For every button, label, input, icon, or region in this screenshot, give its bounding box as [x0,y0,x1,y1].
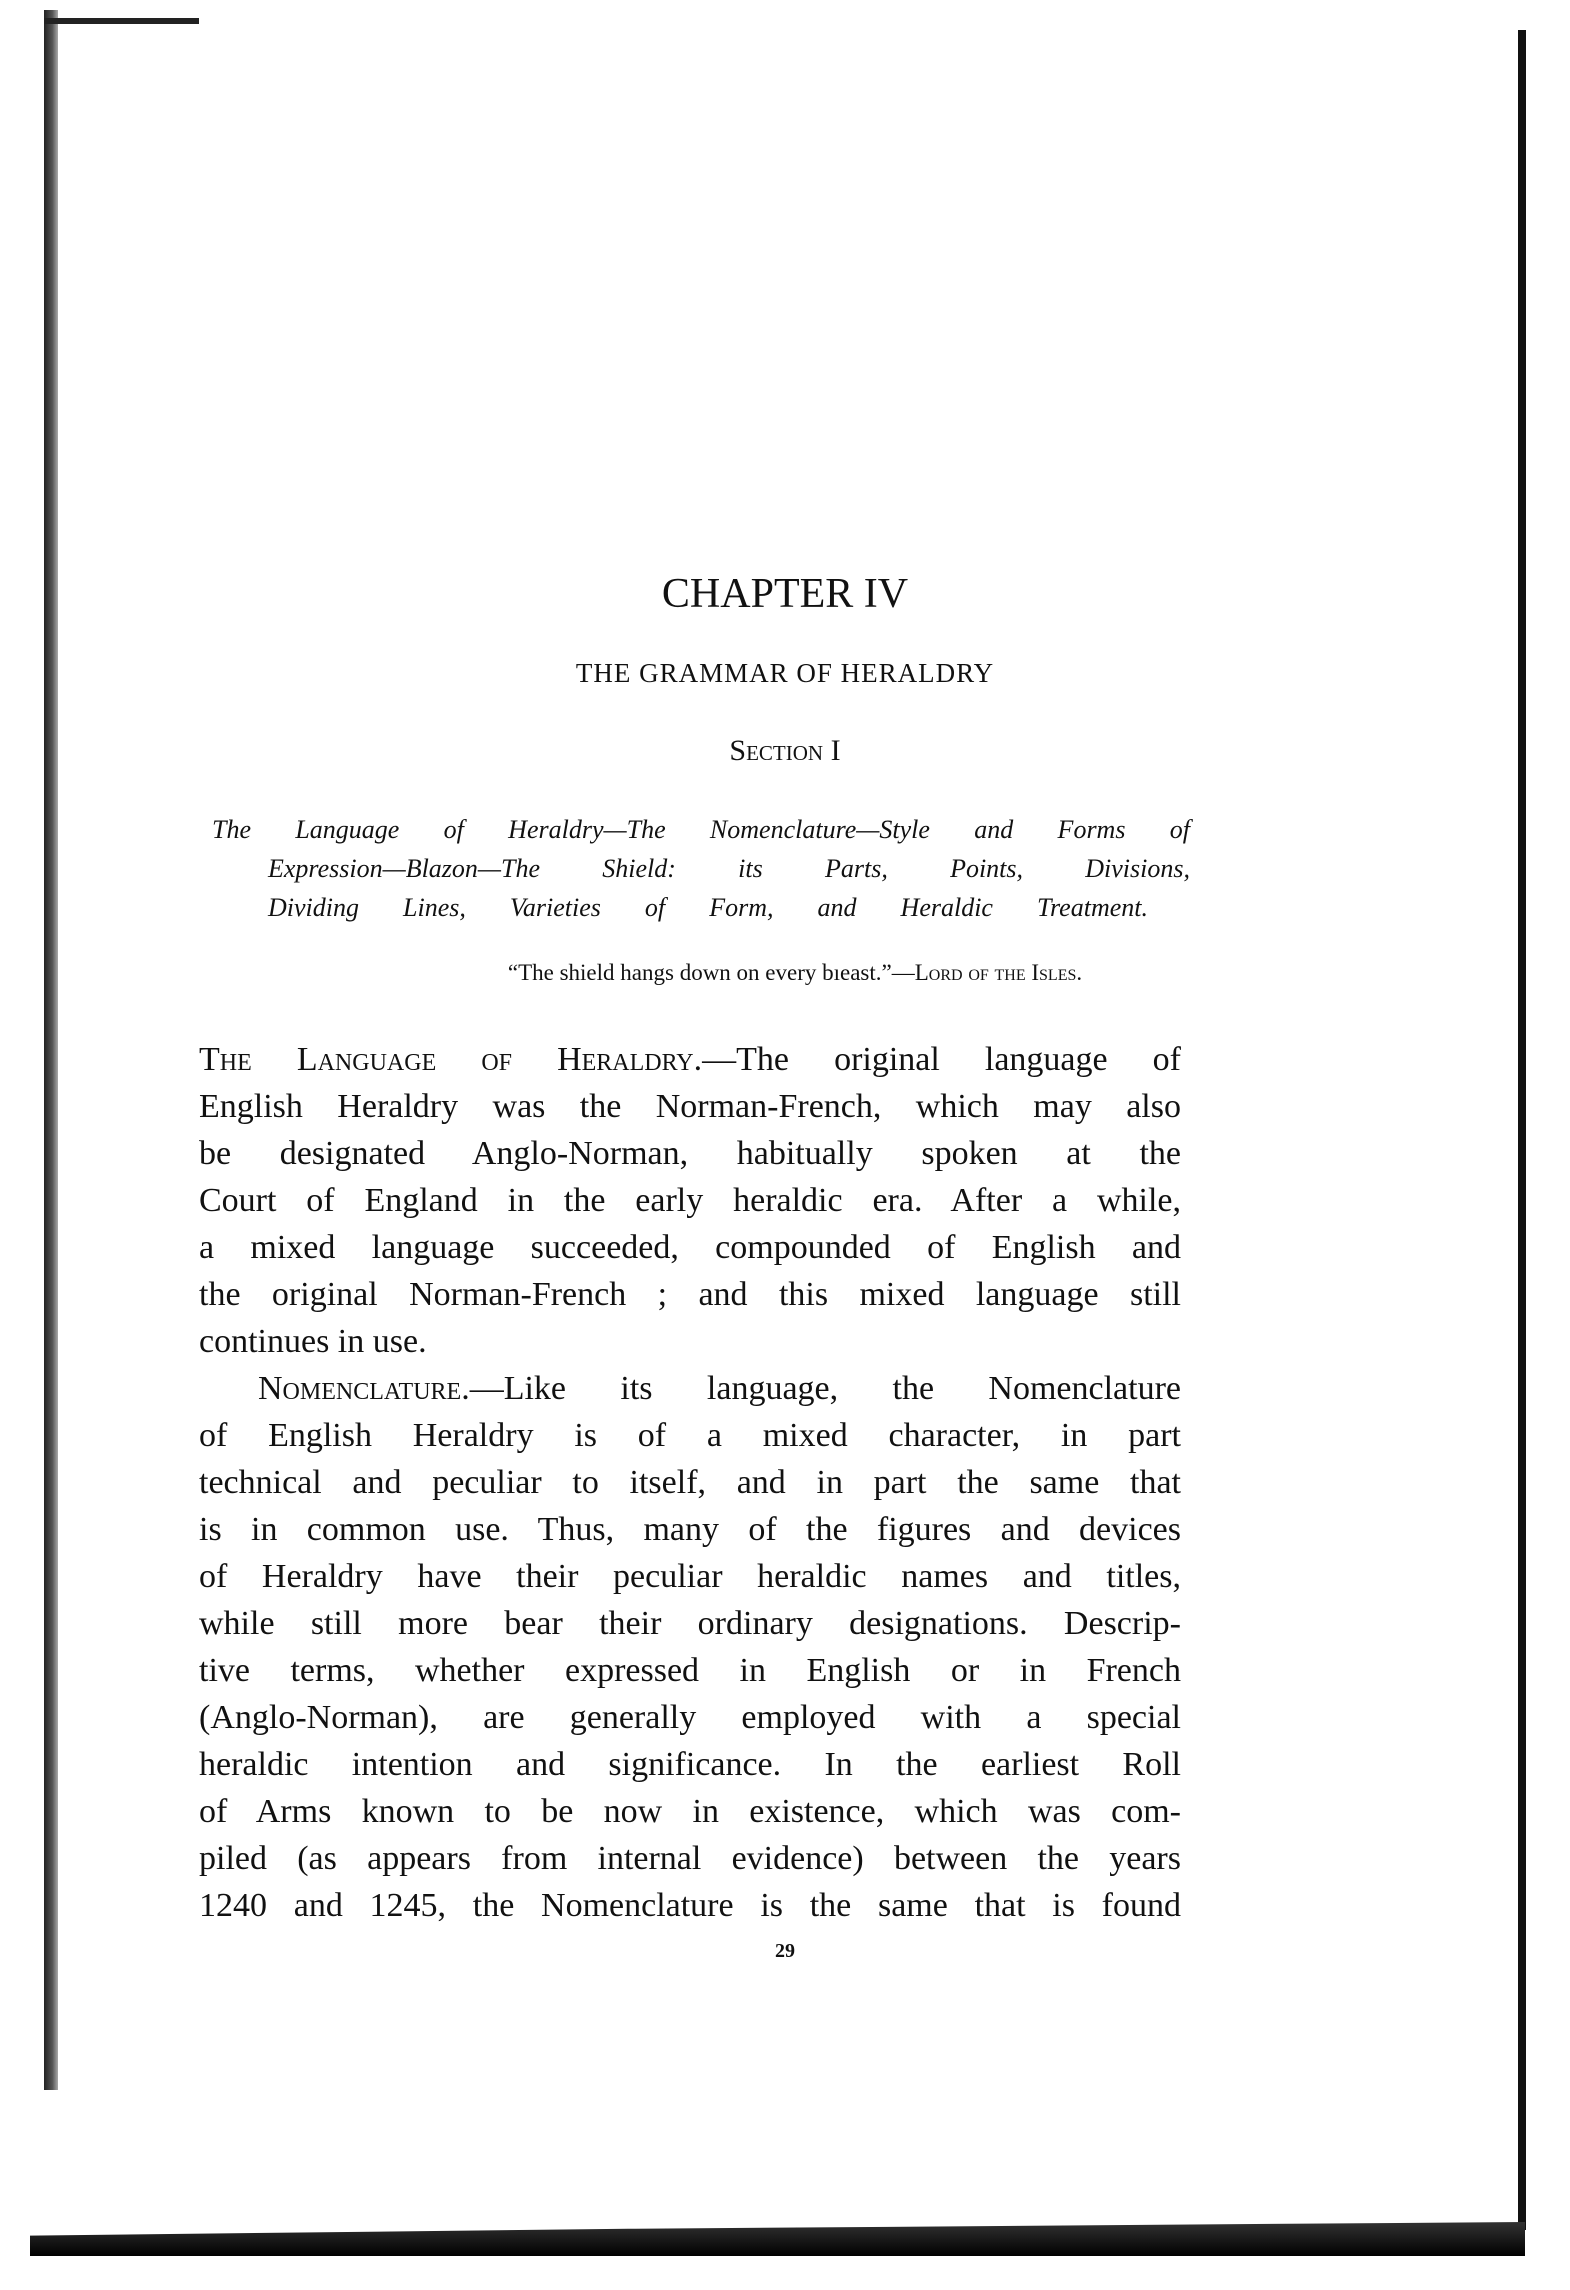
scan-edge-right [1518,30,1526,2230]
body-line: technical and peculiar to itself, and in part the same that [199,1464,1181,1501]
body-line: be designated Anglo-Norman, habitually spoken at the [199,1135,1181,1172]
epigraph-quote: “The shield hangs down on every bıeast.”— [507,960,915,985]
body-line: piled (as appears from internal evidence) between the years [199,1840,1181,1877]
body-line: of Arms known to be now in existence, which was com- [199,1793,1181,1830]
body-line: 1240 and 1245, the Nomenclature is the same that is found [199,1887,1181,1924]
body-line: of English Heraldry is of a mixed character, in part [199,1417,1181,1454]
body-line: Nomenclature.—Like its language, the Nomenclature [258,1370,1181,1407]
body-line: the original Norman-French ; and this mixed language still [199,1276,1181,1313]
synopsis-line: Expression—Blazon—The Shield: its Parts, Points, Divisions, [268,854,1190,883]
body-line: heraldic intention and significance. In the earliest Roll [199,1746,1181,1783]
body-line: Court of England in the early heraldic era. After a while, [199,1182,1181,1219]
epigraph [10,960,1570,986]
paragraph-heading: The Language of Heraldry. [199,1041,703,1078]
body-line: while still more bear their ordinary designations. Descrip- [199,1605,1181,1642]
synopsis-line: Dividing Lines, Varieties of Form, and Heraldic Treatment. [268,893,1148,922]
body-line: The Language of Heraldry.—The original language of [199,1041,1181,1078]
body-line: a mixed language succeeded, compounded of English and [199,1229,1181,1266]
body-line: tive terms, whether expressed in English or in French [199,1652,1181,1689]
paragraph-heading: Nomenclature. [258,1370,470,1407]
body-line: (Anglo-Norman), are generally employed with a special [199,1699,1181,1736]
page-number: 29 [775,1940,795,1962]
epigraph-source: Lord of the Isles. [914,960,1083,985]
section-title: Section I [729,734,841,767]
body-line: is in common use. Thus, many of the figures and devices [199,1511,1181,1548]
chapter-title: CHAPTER IV [661,571,909,617]
scan-edge-left [44,10,58,2090]
synopsis-line: The Language of Heraldry—The Nomenclature—Style and Forms of [212,815,1190,844]
scan-edge-bottom [30,2222,1525,2256]
body-line: continues in use. [199,1323,427,1360]
chapter-subtitle: THE GRAMMAR OF HERALDRY [575,658,995,688]
scan-edge-top [44,18,199,24]
body-line: English Heraldry was the Norman-French, which may also [199,1088,1181,1125]
body-line: of Heraldry have their peculiar heraldic names and titles, [199,1558,1181,1595]
